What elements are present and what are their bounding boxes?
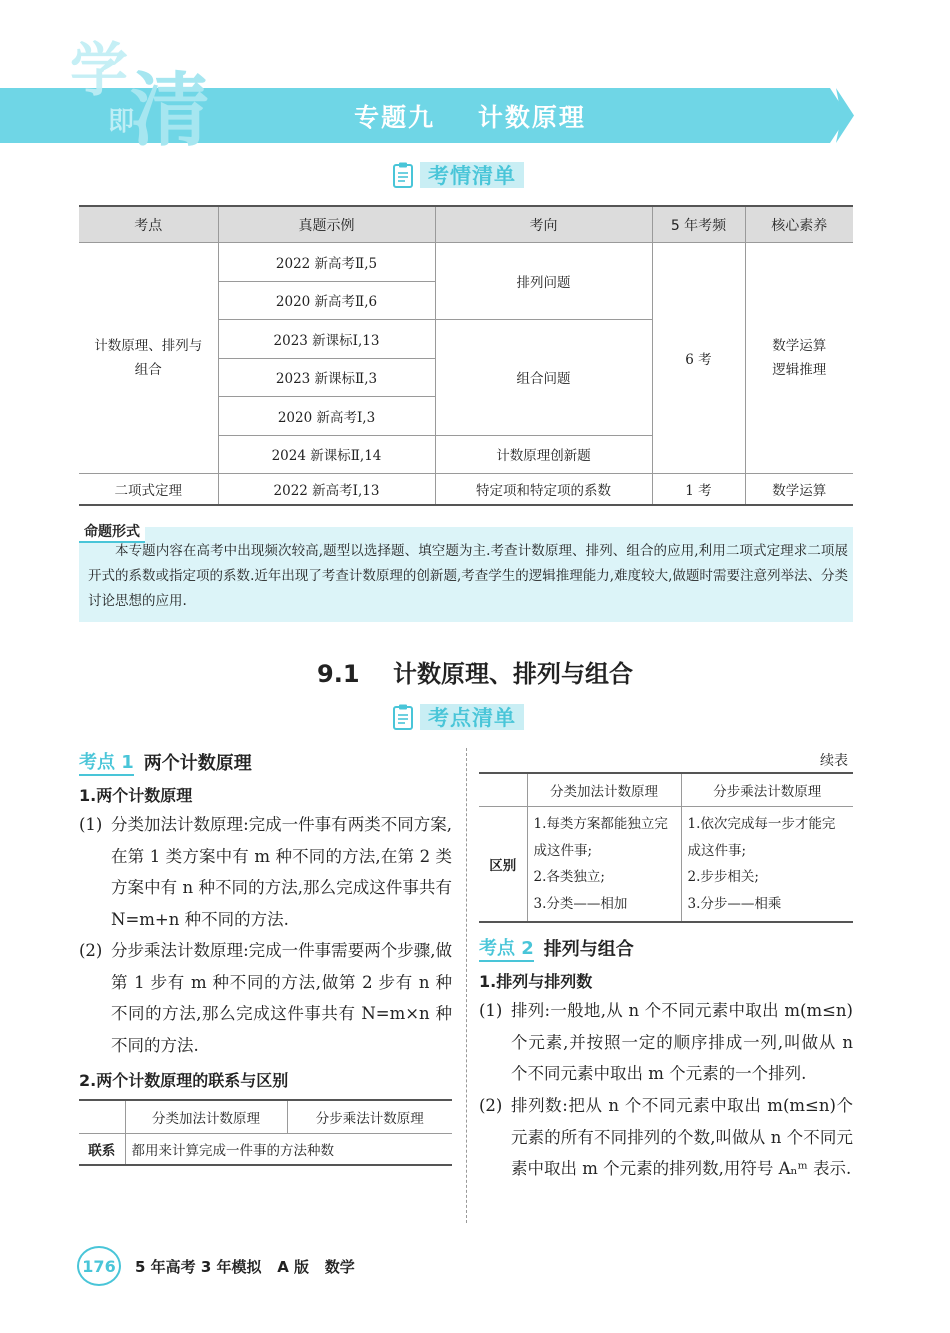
example-cell: 2023 新课标Ⅰ,13 (218, 320, 435, 359)
kd1-title (79, 748, 252, 776)
row-text: 都用来计算完成一件事的方法种数 (125, 1134, 452, 1166)
kd-tag: 考点 2 (479, 934, 534, 962)
kd-title-text: 排列与组合 (543, 939, 634, 960)
section-label-exam (392, 160, 524, 190)
section-label-text: 考点清单 (420, 704, 524, 730)
direction-cell: 计数原理创新题 (435, 435, 652, 474)
kd2-title (479, 934, 634, 962)
col-header: 真题示例 (218, 206, 435, 243)
col-header: 考向 (435, 206, 652, 243)
literacy-cell: 数学运算 逻辑推理 (745, 243, 853, 474)
subheading: 1.排列与排列数 (479, 972, 593, 991)
exam-table (79, 205, 853, 506)
section-label-points (392, 702, 524, 732)
svg-text:即: 即 (108, 107, 135, 137)
footer-text: 5 年高考 3 年模拟 A 版 数学 (135, 1257, 355, 1276)
col-header: 5 年考频 (652, 206, 745, 243)
example-cell: 2022 新高考Ⅱ,5 (218, 243, 435, 282)
paragraph: (2) 排列数:把从 n 个不同元素中取出 m(m≤n)个元素的所有不同排列的个数,叫做从 n 个不同元素中取出 m 个元素的排列数,用符号 Aₙᵐ 表示. (479, 1096, 853, 1178)
kd-title-text: 两个计数原理 (143, 753, 252, 774)
page-number: 176 (77, 1246, 121, 1286)
form-tag: 命题形式 (79, 521, 145, 543)
col-header (79, 1100, 125, 1134)
example-cell: 2023 新课标Ⅱ,3 (218, 358, 435, 397)
relation-table (79, 1099, 452, 1166)
clipboard-icon (392, 704, 414, 730)
column-divider (466, 748, 467, 1223)
row-label: 联系 (79, 1134, 125, 1166)
freq-cell: 1 考 (652, 474, 745, 506)
footer (77, 1246, 355, 1286)
col-header: 分类加法计数原理 (125, 1100, 287, 1134)
diff-cell: 1.每类方案都能独立完成这件事; 2.各类独立; 3.分类——相加 (527, 807, 681, 923)
col-header: 考点 (79, 206, 218, 243)
topic-cell: 二项式定理 (79, 474, 218, 506)
chapter-title: 专题九 计数原理 (354, 103, 586, 132)
direction-cell: 组合问题 (435, 320, 652, 436)
subheading: 1.两个计数原理 (79, 786, 193, 805)
paragraph: (2) 分步乘法计数原理:完成一件事需要两个步骤,做第 1 步有 m 种不同的方法,做第 2 步有 n 种不同的方法,那么完成这件事共有 N=m×n 种不同的方法. (79, 941, 452, 1055)
example-cell: 2020 新高考Ⅰ,3 (218, 397, 435, 436)
difference-table (479, 772, 853, 923)
svg-text:学: 学 (70, 36, 129, 104)
col-header: 分类加法计数原理 (527, 773, 681, 807)
row-label: 区别 (479, 807, 527, 923)
example-cell: 2020 新高考Ⅱ,6 (218, 281, 435, 320)
literacy-cell: 数学运算 (745, 474, 853, 506)
kd-tag: 考点 1 (79, 748, 134, 776)
col-header: 核心素养 (745, 206, 853, 243)
col-header (479, 773, 527, 807)
section-label-text: 考情清单 (420, 162, 524, 188)
continued-label: 续表 (820, 753, 848, 769)
clipboard-icon (392, 162, 414, 188)
topic-cell: 计数原理、排列与组合 (79, 243, 218, 474)
example-cell: 2024 新课标Ⅱ,14 (218, 435, 435, 474)
subheading: 2.两个计数原理的联系与区别 (79, 1071, 289, 1090)
svg-text:清: 清 (130, 64, 210, 148)
form-text: 本专题内容在高考中出现频次较高,题型以选择题、填空题为主.考查计数原理、排列、组合的应用,利用二项式定理求二项展开式的系数或指定项的系数.近年出现了考查计数原理的创新题,考查学生的逻辑推理能力,难度较大,做题时需要注意列举法、分类讨论思想的应用. (88, 543, 848, 609)
freq-cell: 6 考 (652, 243, 745, 474)
diff-cell: 1.依次完成每一步才能完成这件事; 2.步步相关; 3.分步——相乘 (681, 807, 853, 923)
col-header: 分步乘法计数原理 (287, 1100, 452, 1134)
logo (68, 28, 218, 148)
direction-cell: 排列问题 (435, 243, 652, 320)
example-cell: 2022 新高考Ⅰ,13 (218, 474, 435, 506)
section-heading: 9.1 计数原理、排列与组合 (317, 660, 633, 688)
direction-cell: 特定项和特定项的系数 (435, 474, 652, 506)
col-header: 分步乘法计数原理 (681, 773, 853, 807)
paragraph: (1) 排列:一般地,从 n 个不同元素中取出 m(m≤n)个元素,并按照一定的顺序排成一列,叫做从 n 个不同元素中取出 m 个元素的一个排列. (479, 1001, 853, 1083)
paragraph: (1) 分类加法计数原理:完成一件事有两类不同方案,在第 1 类方案中有 m 种不同的方法,在第 2 类方案中有 n 种不同的方法,那么完成这件事共有 N=m+n 种不同的方法. (79, 815, 452, 929)
